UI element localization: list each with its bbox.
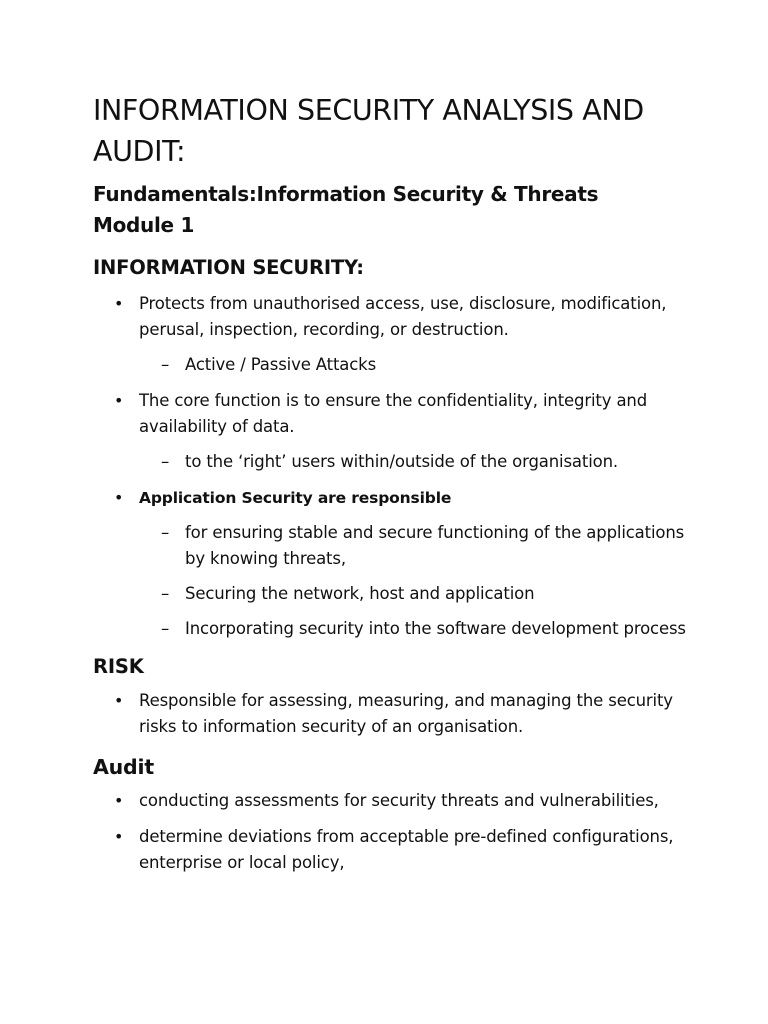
heading-risk: RISK [93, 655, 144, 678]
sub-list-item-text: for ensuring stable and secure functioning of the applications by knowing threats, [185, 523, 685, 568]
sub-list [139, 520, 708, 642]
sub-list-item [139, 449, 708, 475]
bullet-marker: • [114, 827, 124, 846]
sub-list [139, 449, 708, 475]
list-item-text: The core function is to ensure the confidentiality, integrity and availability of data. [139, 391, 648, 436]
heading-audit: Audit [93, 755, 154, 779]
list-item-text: determine deviations from acceptable pre-defined configurations, enterprise or local policy, [139, 827, 674, 872]
sub-list [139, 352, 708, 378]
heading-information-security: INFORMATION SECURITY: [93, 256, 364, 279]
list-item-text: Responsible for assessing, measuring, and managing the security risks to information security of an organisation. [139, 691, 673, 736]
sub-list-item-text: Securing the network, host and application [185, 584, 535, 603]
list-item [93, 291, 708, 378]
subtitle-line-2: Module 1 [93, 213, 195, 237]
list-item [93, 688, 708, 740]
sub-list-item-text: to the ‘right’ users within/outside of the organisation. [185, 452, 618, 471]
sub-list-item-text: Incorporating security into the software development process [185, 619, 686, 638]
list-item-text: conducting assessments for security threats and vulnerabilities, [139, 791, 659, 810]
document-title [93, 90, 708, 172]
bullet-marker: • [114, 488, 124, 507]
bullet-marker: • [114, 391, 124, 410]
information-security-list [93, 291, 708, 642]
sub-list-item [139, 581, 708, 607]
list-item [93, 485, 708, 642]
list-item-text: Application Security are responsible [139, 489, 452, 507]
list-item-text: Protects from unauthorised access, use, disclosure, modification, perusal, inspection, recording, or destruction. [139, 294, 667, 339]
sub-list-item [139, 616, 708, 642]
dash-marker: – [161, 584, 170, 603]
list-item [93, 788, 708, 814]
dash-marker: – [161, 619, 170, 638]
bullet-marker: • [114, 294, 124, 313]
bullet-marker: • [114, 791, 124, 810]
sub-list-item [139, 520, 708, 572]
risk-list [93, 688, 708, 740]
list-item [93, 824, 708, 876]
dash-marker: – [161, 355, 170, 374]
title-text: INFORMATION SECURITY ANALYSIS AND AUDIT: [93, 94, 644, 168]
module-subtitle [93, 179, 708, 241]
subtitle-line-1: Fundamentals:Information Security & Threats [93, 182, 599, 206]
bullet-marker: • [114, 691, 124, 710]
list-item [93, 388, 708, 475]
dash-marker: – [161, 452, 170, 471]
sub-list-item [139, 352, 708, 378]
dash-marker: – [161, 523, 170, 542]
sub-list-item-text: Active / Passive Attacks [185, 355, 377, 374]
audit-list [93, 788, 708, 876]
